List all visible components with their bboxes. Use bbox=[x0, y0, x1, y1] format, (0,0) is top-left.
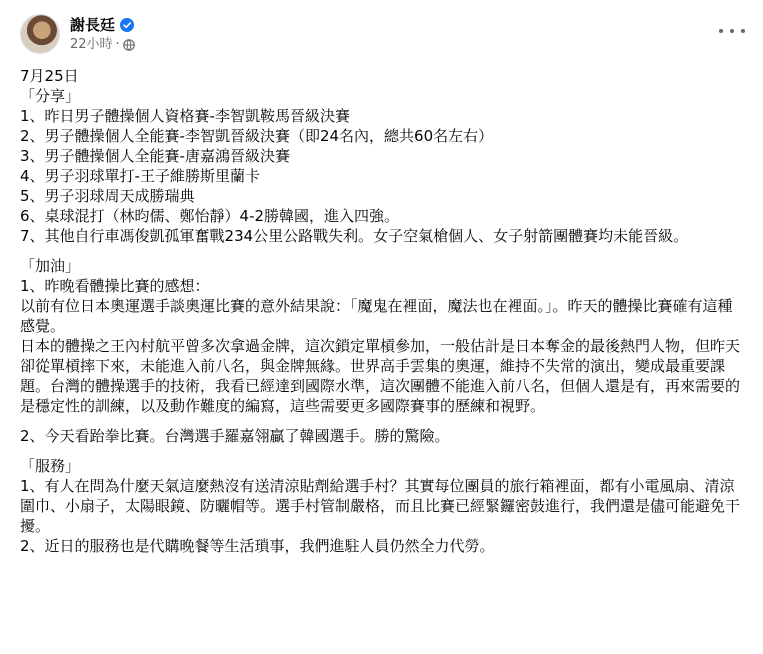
paragraph-gap bbox=[20, 416, 742, 426]
post-body bbox=[20, 66, 742, 556]
post-timestamp[interactable]: 22小時 bbox=[70, 36, 113, 52]
share-item: 3、男子體操個人全能賽-唐嘉鴻晉級決賽 bbox=[20, 147, 290, 165]
paragraph-gap bbox=[20, 246, 742, 256]
share-item: 1、昨日男子體操個人資格賽-李智凱鞍馬晉級決賽 bbox=[20, 107, 350, 125]
service-item: 1、有人在問為什麼天氣這麼熱沒有送清涼貼劑給選手村？其實每位團員的旅行箱裡面，都有小電風扇、清涼圍巾、小扇子，太陽眼鏡、防曬帽等。選手村管制嚴格，而且比賽已經緊鑼密鼓進行，我們還是儘可能避免干擾。 bbox=[20, 477, 741, 535]
globe-icon[interactable] bbox=[123, 39, 135, 51]
post-meta-row bbox=[70, 36, 135, 54]
service-heading: 「服務」 bbox=[20, 457, 81, 475]
menu-dot bbox=[741, 29, 745, 33]
menu-dot bbox=[719, 29, 723, 33]
more-options-icon[interactable] bbox=[719, 22, 745, 40]
post-header bbox=[20, 10, 135, 58]
verified-badge-icon bbox=[120, 18, 134, 32]
author-meta bbox=[70, 15, 135, 54]
paragraph-gap bbox=[20, 446, 742, 456]
author-name-row bbox=[70, 15, 135, 35]
author-avatar[interactable] bbox=[20, 14, 60, 54]
menu-dot bbox=[730, 29, 734, 33]
post-date: 7月25日 bbox=[20, 67, 79, 85]
meta-separator: · bbox=[115, 37, 120, 52]
service-item: 2、近日的服務也是代購晚餐等生活瑣事，我們進駐人員仍然全力代勞。 bbox=[20, 537, 495, 555]
author-name[interactable]: 謝長廷 bbox=[70, 15, 116, 34]
cheer-paragraph: 以前有位日本奧運選手談奧運比賽的意外結果說：「魔鬼在裡面，魔法也在裡面。」。昨天的體操比賽確有這種感覺。 bbox=[20, 297, 733, 335]
share-item: 5、男子羽球周天成勝瑞典 bbox=[20, 187, 195, 205]
share-item: 4、男子羽球單打-王子維勝斯里蘭卡 bbox=[20, 167, 260, 185]
share-item: 7、其他自行車馮俊凱孤軍奮戰234公里公路戰失利。女子空氣槍個人、女子射箭團體賽均未能晉級。 bbox=[20, 227, 689, 245]
cheer-paragraph: 日本的體操之王內村航平曾多次拿過金牌，這次鎖定單槓參加，一般估計是日本奪金的最後熱門人物，但昨天卻從單槓摔下來，未能進入前八名，與金牌無緣。世界高手雲集的奧運，維持不失常的演出，變成最重要課題。台灣的體操選手的技術，我看已經達到國際水準，這次團體不能進入前八名，但個人還是有，再來需要的是穩定性的訓練，以及動作難度的編寫，這些需要更多國際賽事的歷練和視野。 bbox=[20, 337, 741, 415]
cheer-heading: 「加油」 bbox=[20, 257, 81, 275]
cheer-item: 2、今天看跆拳比賽。台灣選手羅嘉翎贏了韓國選手。勝的驚險。 bbox=[20, 427, 450, 445]
share-heading: 「分享」 bbox=[20, 87, 81, 105]
cheer-item-title: 1、昨晚看體操比賽的感想： bbox=[20, 277, 210, 295]
share-item: 2、男子體操個人全能賽-李智凱晉級決賽（即24名內，總共60名左右） bbox=[20, 127, 494, 145]
share-item: 6、桌球混打（林昀儒、鄭怡靜）4-2勝韓國，進入四強。 bbox=[20, 207, 400, 225]
